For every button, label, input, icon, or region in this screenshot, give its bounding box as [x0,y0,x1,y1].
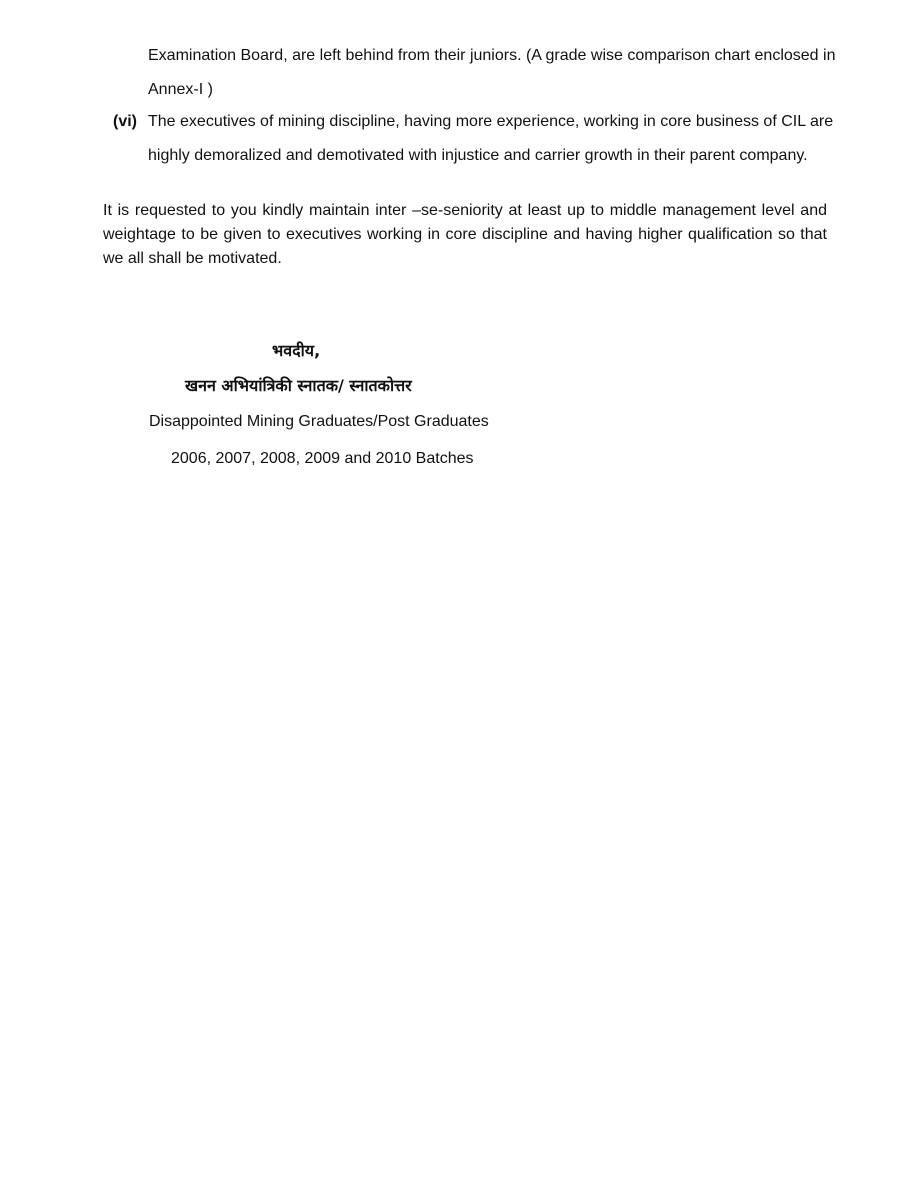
batches-line: 2006, 2007, 2008, 2009 and 2010 Batches [171,450,474,467]
point-v-continuation-line2: Annex-I ) [148,81,213,98]
point-vi-line1: The executives of mining discipline, having more experience, working in core business of CIL are [148,113,834,130]
closing-hindi: भवदीय, [272,341,321,360]
group-name-english: Disappointed Mining Graduates/Post Graduates [149,413,489,430]
point-vi-line2: highly demoralized and demotivated with injustice and carrier growth in their parent company. [148,147,808,164]
request-paragraph: It is requested to you kindly maintain inter –se-seniority at least up to middle management level and weightage to be given to executives working in core discipline and having higher qualification so that we all shall be motivated. [103,202,827,267]
group-name-hindi: खनन अभियांत्रिकी स्नातक/ स्नातकोत्तर [185,376,412,395]
point-vi-marker: (vi) [113,113,137,130]
point-v-continuation-line1: Examination Board, are left behind from their juniors. (A grade wise comparison chart enclosed in [148,47,836,64]
